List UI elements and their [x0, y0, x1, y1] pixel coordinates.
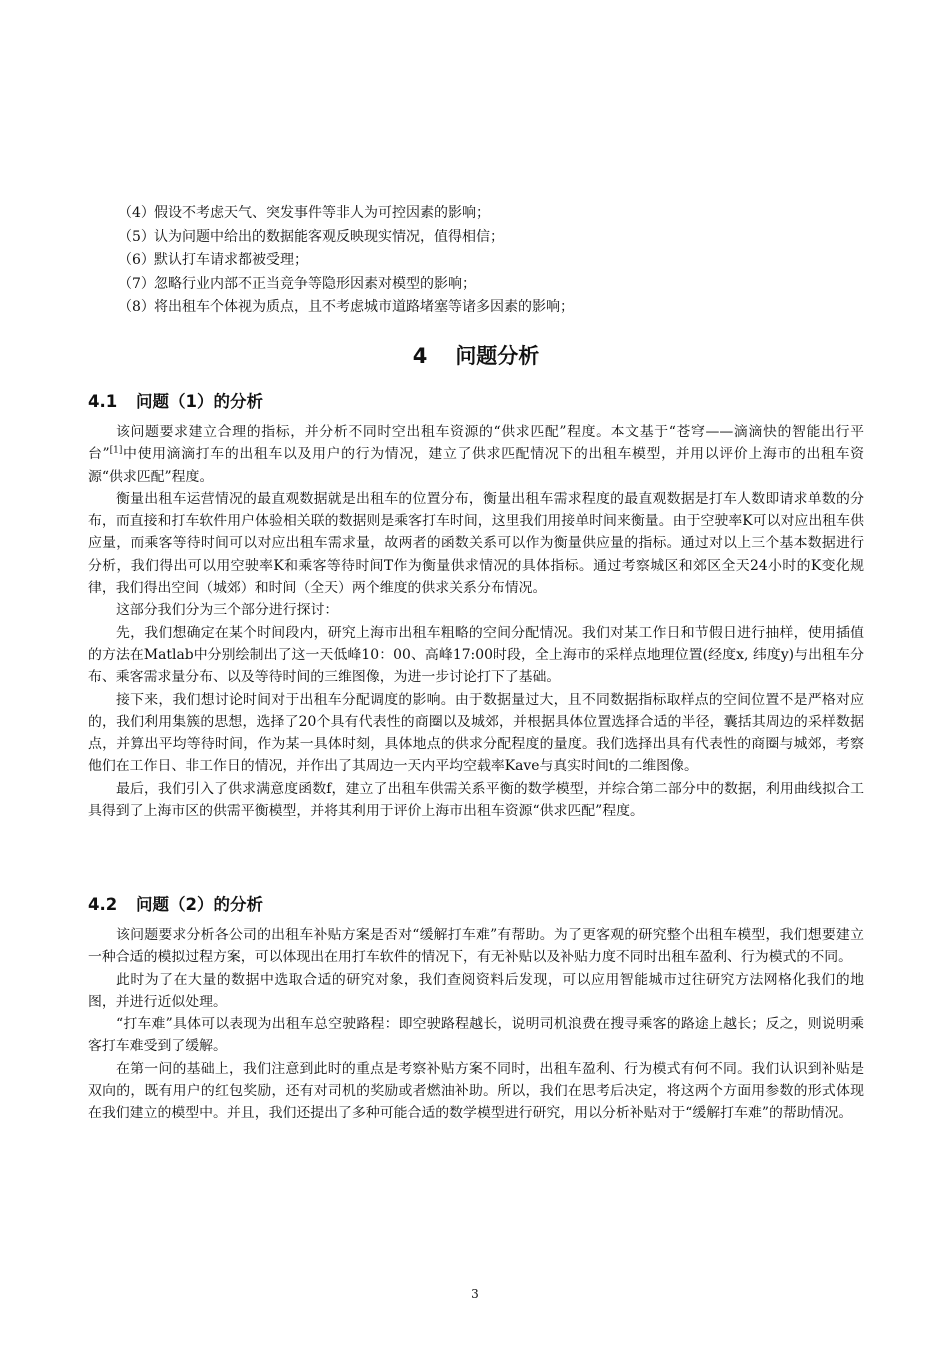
paragraph: 最后，我们引入了供求满意度函数f，建立了出租车供需关系平衡的数学模型，并综合第二部分中的数据，利用曲线拟合工具得到了上海市区的供需平衡模型，并将其利用于评价上海市出租车资源“供求匹配”程度。 — [88, 780, 864, 820]
assumption-item: （7）忽略行业内部不正当竞争等隐形因素对模型的影响； — [118, 275, 476, 292]
paragraph: 接下来，我们想讨论时间对于出租车分配调度的影响。由于数据量过大，且不同数据指标取样点的空间位置不是严格对应的，我们利用集簇的思想，选择了20个具有代表性的商圈以及城郊，并根据具体位置选择合适的半径，囊括其周边的采样数据点，并算出平均等待时间，作为某一具体时刻，具体地点的供求分配程度的量度。我们选择出具有代表性的商圈与城郊，考察他们在工作日、非工作日的情况，并作出了其周边一天内平均空载率Kave与真实时间t的二维图像。 — [88, 691, 864, 775]
section-title: 问题分析 — [455, 344, 540, 368]
page-number: 3 — [471, 1287, 479, 1301]
subsection-body-4-1 — [88, 421, 864, 822]
paragraph: 该问题要求分析各公司的出租车补贴方案是否对“缓解打车难”有帮助。为了更客观的研究整个出租车模型，我们想要建立一种合适的模拟过程方案，可以体现出在用打车软件的情况下，有无补贴以及补贴力度不同时出租车盈利、行为模式的不同。 — [88, 927, 864, 966]
citation-link[interactable]: [1] — [109, 445, 123, 456]
assumption-list — [118, 202, 864, 320]
paragraph: 此时为了在大量的数据中选取合适的研究对象，我们查阅资料后发现，可以应用智能城市过往研究方法网格化我们的地图，并进行近似处理。 — [88, 971, 864, 1010]
paragraph: 先，我们想确定在某个时间段内，研究上海市出租车粗略的空间分配情况。我们对某工作日和节假日进行抽样，使用插值的方法在Matlab中分别绘制出了这一天低峰10：00、高峰17:00时段，全上海市的采样点地理位置(经度x, 纬度y)与出租车分布、乘客需求量分布、以及等待时间的三维图像，为进一步讨论打下了基础。 — [88, 624, 864, 686]
subsection-heading-4-1: 4.1 问题（1）的分析 — [88, 392, 263, 411]
assumption-item: （4）假设不考虑天气、突发事件等非人为可控因素的影响； — [118, 205, 490, 221]
paragraph: 这部分我们分为三个部分进行探讨： — [116, 602, 339, 619]
paragraph: 衡量出租车运营情况的最直观数据就是出租车的位置分布，衡量出租车需求程度的最直观数据是打车人数即请求单数的分布，而直接和打车软件用户体验相关联的数据则是乘客打车时间，这里我们用接单时间来衡量。由于空驶率K可以对应出租车供应量，而乘客等待时间可以对应出租车需求量，故两者的函数关系可以作为衡量供应量的指标。通过对以上三个基本数据进行分析，我们得出可以用空驶率K和乘客等待时间T作为衡量供求情况的具体指标。通过考察城区和郊区全天24小时的K变化规律，我们得出空间（城郊）和时间（全天）两个维度的供求关系分布情况。 — [88, 490, 864, 597]
paragraph: 该问题要求建立合理的指标，并分析不同时空出租车资源的“供求匹配”程度。本文基于“苍穹——滴滴快的智能出行平台”[1]中使用滴滴打车的出租车以及用户的行为情况，建立了供求匹配情况下的出租车模型，并用以评价上海市的出租车资源“供求匹配”程度。 — [88, 424, 864, 485]
assumption-item: （6）默认打车请求都被受理； — [118, 252, 308, 268]
paragraph: “打车难”具体可以表现为出租车总空驶路程：即空驶路程越长，说明司机浪费在搜寻乘客的路途上越长；反之，则说明乘客打车难受到了缓解。 — [88, 1016, 864, 1055]
subsection-body-4-2 — [88, 924, 864, 1125]
section-number: 4 — [412, 344, 428, 368]
section-heading — [88, 340, 864, 370]
assumption-item: （5）认为问题中给出的数据能客观反映现实情况，值得相信； — [118, 228, 504, 245]
paragraph: 在第一问的基础上，我们注意到此时的重点是考察补贴方案不同时，出租车盈利、行为模式有何不同。我们认识到补贴是双向的，既有用户的红包奖励，还有对司机的奖励或者燃油补助。所以，我们在思考后决定，将这两个方面用参数的形式体现在我们建立的模型中。并且，我们还提出了多种可能合适的数学模型进行研究，用以分析补贴对于“缓解打车难”的帮助情况。 — [88, 1060, 864, 1122]
assumption-item: （8）将出租车个体视为质点，且不考虑城市道路堵塞等诸多因素的影响； — [118, 299, 574, 315]
subsection-heading-4-2: 4.2 问题（2）的分析 — [88, 895, 263, 914]
